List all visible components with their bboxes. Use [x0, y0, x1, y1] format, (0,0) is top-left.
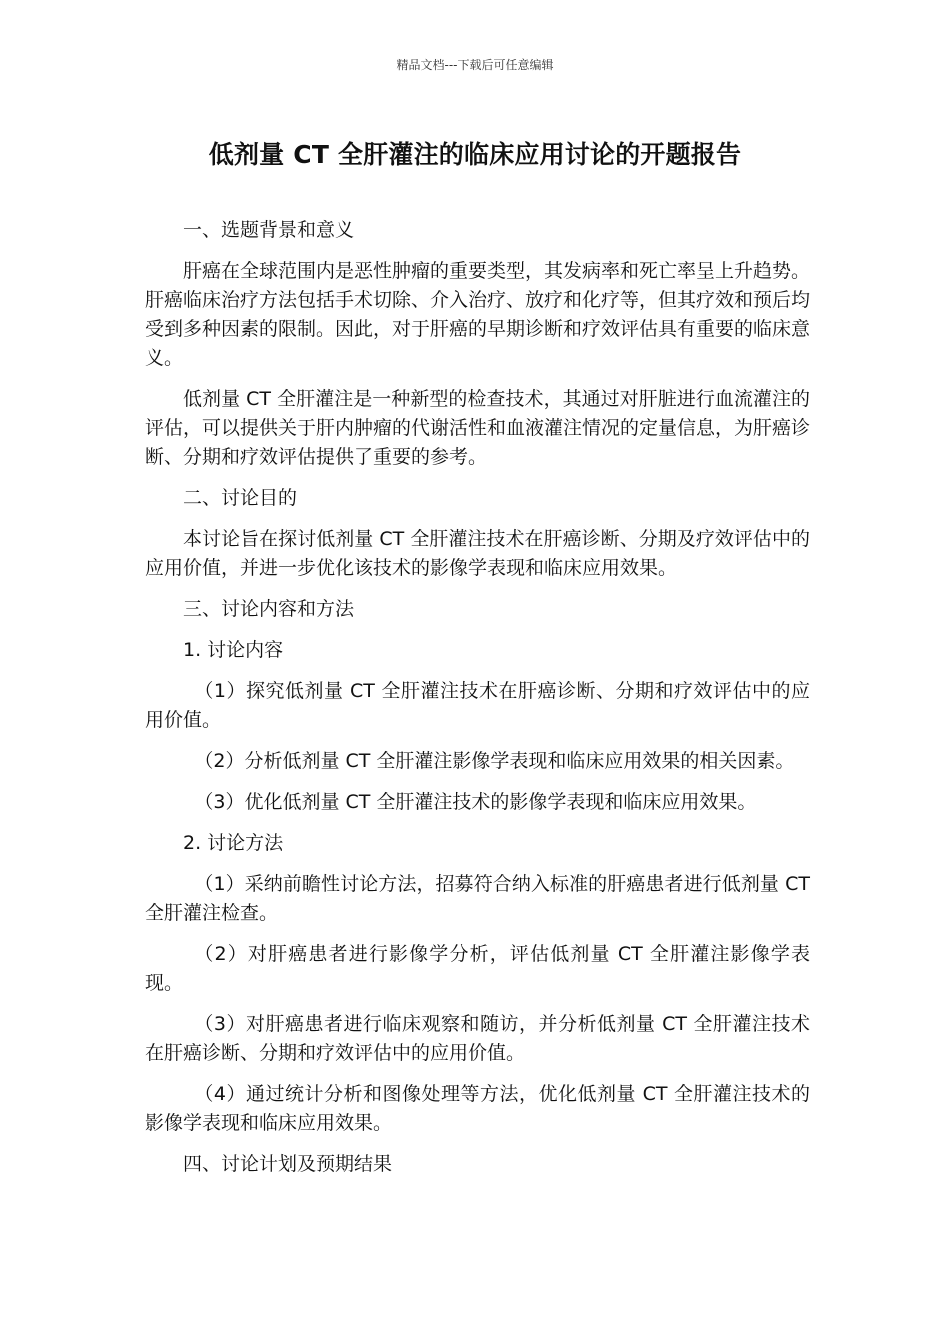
method-item-3: （3）对肝癌患者进行临床观察和随访，并分析低剂量 CT 全肝灌注技术在肝癌诊断、分期和疗效评估中的应用价值。 — [145, 1013, 810, 1064]
page-header-note: 精品文档---下载后可任意编辑 — [396, 58, 554, 72]
subsection-heading-methods: 2. 讨论方法 — [183, 832, 284, 854]
section-heading-purpose: 二、讨论目的 — [183, 487, 298, 509]
content-item-3: （3）优化低剂量 CT 全肝灌注技术的影像学表现和临床应用效果。 — [194, 791, 757, 813]
section-heading-background: 一、选题背景和意义 — [183, 219, 355, 241]
section-heading-content-methods: 三、讨论内容和方法 — [183, 598, 355, 620]
paragraph-background-2: 低剂量 CT 全肝灌注是一种新型的检查技术，其通过对肝脏进行血流灌注的评估，可以提供关于肝内肿瘤的代谢活性和血液灌注情况的定量信息，为肝癌诊断、分期和疗效评估提供了重要的参考。 — [145, 388, 811, 468]
document-title: 低剂量 CT 全肝灌注的临床应用讨论的开题报告 — [208, 140, 742, 169]
paragraph-background-1: 肝癌在全球范围内是恶性肿瘤的重要类型，其发病率和死亡率呈上升趋势。肝癌临床治疗方法包括手术切除、介入治疗、放疗和化疗等，但其疗效和预后均受到多种因素的限制。因此，对于肝癌的早期诊断和疗效评估具有重要的临床意义。 — [145, 260, 811, 369]
method-item-1: （1）采纳前瞻性讨论方法，招募符合纳入标准的肝癌患者进行低剂量 CT 全肝灌注检查。 — [145, 873, 810, 924]
content-item-2: （2）分析低剂量 CT 全肝灌注影像学表现和临床应用效果的相关因素。 — [194, 750, 795, 772]
method-item-4: （4）通过统计分析和图像处理等方法，优化低剂量 CT 全肝灌注技术的影像学表现和临床应用效果。 — [145, 1083, 810, 1134]
method-item-2: （2）对肝癌患者进行影像学分析，评估低剂量 CT 全肝灌注影像学表现。 — [145, 943, 810, 994]
document-body — [145, 216, 810, 1191]
paragraph-purpose: 本讨论旨在探讨低剂量 CT 全肝灌注技术在肝癌诊断、分期及疗效评估中的应用价值，并进一步优化该技术的影像学表现和临床应用效果。 — [145, 528, 810, 579]
section-heading-plan: 四、讨论计划及预期结果 — [183, 1153, 393, 1175]
content-item-1: （1）探究低剂量 CT 全肝灌注技术在肝癌诊断、分期和疗效评估中的应用价值。 — [145, 680, 810, 731]
subsection-heading-content: 1. 讨论内容 — [183, 639, 284, 661]
